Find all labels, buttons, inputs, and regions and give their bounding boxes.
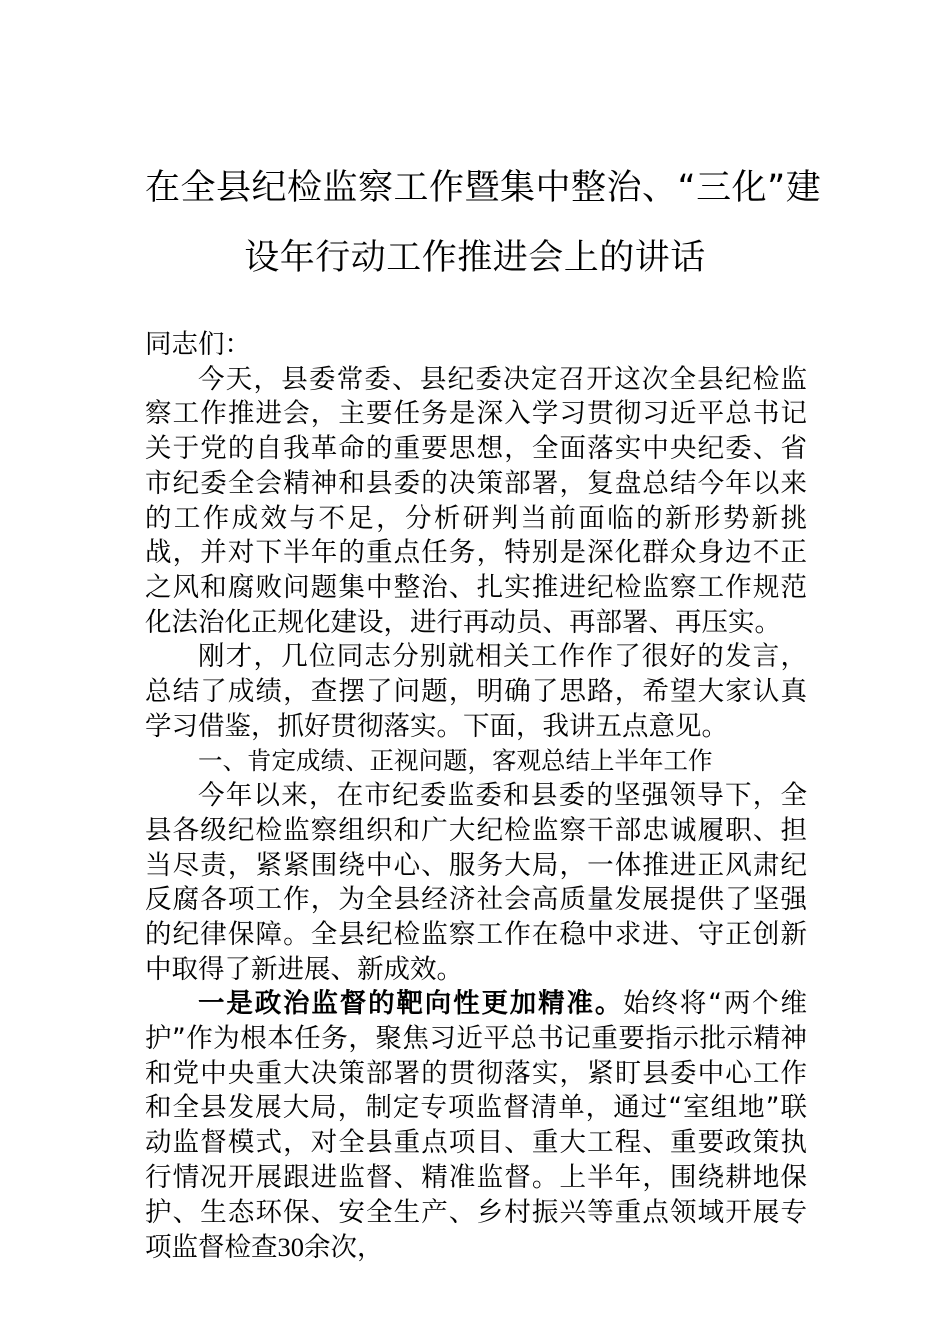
paragraph-remarks: 刚才，几位同志分别就相关工作作了很好的发言，总结了成绩，查摆了问题，明确了思路，希望大家认真学习借鉴，抓好贯彻落实。下面，我讲五点意见。 xyxy=(145,641,807,742)
paragraph-political-supervision xyxy=(145,987,807,1266)
paragraph-opening: 今天，县委常委、县纪委决定召开这次全县纪检监察工作推进会，主要任务是深入学习贯彻习近平总书记关于党的自我革命的重要思想，全面落实中央纪委、省市纪委全会精神和县委的决策部署，复盘总结今年以来的工作成效与不足，分析研判当前面临的新形势新挑战，并对下半年的重点任务，特别是深化群众身边不正之风和腐败问题集中整治、扎实推进纪检监察工作规范化法治化正规化建设，进行再动员、再部署、再压实。 xyxy=(145,363,807,638)
paragraph-lead-sentence: 一是政治监督的靶向性更加精准。 xyxy=(198,988,624,1020)
paragraph-text-tail: 余次， xyxy=(304,1232,384,1264)
document-body xyxy=(145,328,807,1266)
document-title-line-1: 在全县纪检监察工作暨集中整治、“三化”建 xyxy=(145,168,822,208)
inspection-count: 30 xyxy=(277,1232,304,1263)
document-title-line-2: 设年行动工作推进会上的讲话 xyxy=(244,238,706,278)
paragraph-achievements: 今年以来，在市纪委监委和县委的坚强领导下，全县各级纪检监察组织和广大纪检监察干部忠诚履职、担当尽责，紧紧围绕中心、服务大局，一体推进正风肃纪反腐各项工作，为全县经济社会高质量发展提供了坚强的纪律保障。全县纪检监察工作在稳中求进、守正创新中取得了新进展、新成效。 xyxy=(145,780,807,985)
section-heading-1: 一、肯定成绩、正视问题，客观总结上半年工作 xyxy=(198,746,713,776)
paragraph-text: 始终将“两个维护”作为根本任务，聚焦习近平总书记重要指示批示精神和党中央重大决策部署的贯彻落实，紧盯县委中心工作和全县发展大局，制定专项监督清单，通过“室组地”联动监督模式，对全县重点项目、重大工程、重要政策执行情况开展跟进监督、精准监督。上半年，围绕耕地保护、生态环保、安全生产、乡村振兴等重点领域开展专项监督检查 xyxy=(145,988,808,1264)
salutation: 同志们： xyxy=(145,329,251,360)
